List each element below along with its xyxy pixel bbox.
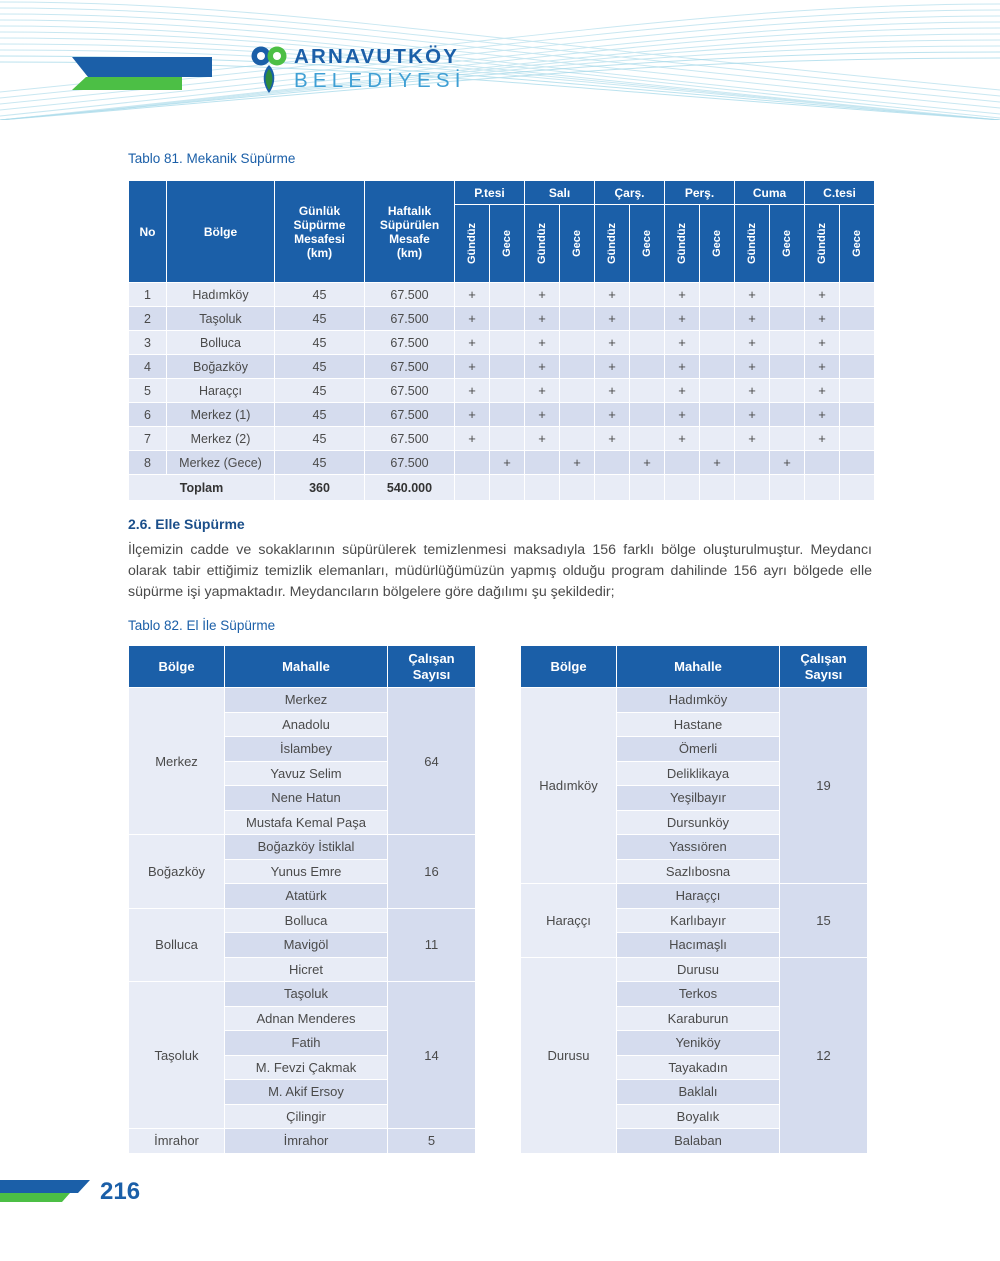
cell-schedule-mark	[770, 307, 805, 331]
cell-bolge: Taşoluk	[167, 307, 275, 331]
cell-schedule-mark	[490, 355, 525, 379]
cell-total-empty	[805, 475, 840, 501]
cell-schedule-mark: +	[595, 427, 630, 451]
cell-schedule-mark: +	[735, 283, 770, 307]
cell-haftalik: 67.500	[365, 355, 455, 379]
cell-mahalle: Yassıören	[617, 835, 780, 860]
cell-schedule-mark: +	[805, 427, 840, 451]
table-el-ile-supurme-left	[128, 645, 476, 1154]
cell-gunluk: 45	[275, 283, 365, 307]
th-mahalle: Mahalle	[617, 646, 780, 688]
table82-row	[129, 835, 476, 860]
cell-schedule-mark: +	[455, 379, 490, 403]
cell-schedule-mark	[525, 451, 560, 475]
cell-schedule-mark	[560, 307, 595, 331]
cell-mahalle: M. Fevzi Çakmak	[225, 1055, 388, 1080]
cell-schedule-mark: +	[805, 355, 840, 379]
cell-total-label: Toplam	[129, 475, 275, 501]
page-header	[0, 0, 1000, 120]
cell-gunluk: 45	[275, 331, 365, 355]
cell-mahalle: Yavuz Selim	[225, 761, 388, 786]
table81-row	[129, 427, 875, 451]
cell-mahalle: İmrahor	[225, 1129, 388, 1154]
cell-calisan-sayisi: 5	[388, 1129, 476, 1154]
cell-schedule-mark: +	[455, 283, 490, 307]
cell-schedule-mark: +	[735, 427, 770, 451]
cell-schedule-mark	[700, 355, 735, 379]
th-cuma-gece: Gece	[770, 205, 805, 283]
cell-schedule-mark	[630, 403, 665, 427]
cell-schedule-mark	[700, 403, 735, 427]
cell-schedule-mark	[700, 283, 735, 307]
cell-haftalik: 67.500	[365, 307, 455, 331]
cell-schedule-mark	[840, 355, 875, 379]
th-cuma-gunduz: Gündüz	[735, 205, 770, 283]
logo	[72, 45, 466, 100]
cell-schedule-mark	[840, 283, 875, 307]
table81-row	[129, 307, 875, 331]
cell-schedule-mark: +	[525, 307, 560, 331]
cell-schedule-mark: +	[595, 379, 630, 403]
th-bolge: Bölge	[167, 181, 275, 283]
cell-gunluk: 45	[275, 307, 365, 331]
cell-schedule-mark	[630, 331, 665, 355]
cell-total-empty	[735, 475, 770, 501]
cell-schedule-mark: +	[525, 427, 560, 451]
cell-mahalle: Durusu	[617, 957, 780, 982]
cell-haftalik: 67.500	[365, 379, 455, 403]
cell-schedule-mark	[735, 451, 770, 475]
table82-left-header-row	[129, 646, 476, 688]
cell-mahalle: Mustafa Kemal Paşa	[225, 810, 388, 835]
table82-row	[129, 982, 476, 1007]
cell-schedule-mark	[700, 307, 735, 331]
cell-no: 7	[129, 427, 167, 451]
cell-schedule-mark	[700, 331, 735, 355]
cell-mahalle: Mavigöl	[225, 933, 388, 958]
cell-schedule-mark	[455, 451, 490, 475]
th-day-pers: Perş.	[665, 181, 735, 205]
cell-mahalle: Boyalık	[617, 1104, 780, 1129]
cell-no: 3	[129, 331, 167, 355]
cell-total-empty	[700, 475, 735, 501]
logo-text-line2: BELEDİYESİ	[294, 69, 466, 92]
cell-mahalle: Merkez	[225, 688, 388, 713]
cell-schedule-mark	[630, 283, 665, 307]
cell-calisan-sayisi: 64	[388, 688, 476, 835]
cell-schedule-mark	[700, 379, 735, 403]
cell-schedule-mark: +	[525, 379, 560, 403]
th-ptesi-gece: Gece	[490, 205, 525, 283]
th-calisan-sayisi: Çalışan Sayısı	[780, 646, 868, 688]
cell-haftalik: 67.500	[365, 427, 455, 451]
cell-total-empty	[525, 475, 560, 501]
cell-no: 1	[129, 283, 167, 307]
cell-bolge: Haraççı	[167, 379, 275, 403]
cell-schedule-mark: +	[490, 451, 525, 475]
cell-schedule-mark: +	[525, 355, 560, 379]
th-calisan-sayisi: Çalışan Sayısı	[388, 646, 476, 688]
cell-schedule-mark	[840, 307, 875, 331]
cell-mahalle: Taşoluk	[225, 982, 388, 1007]
table82-row	[129, 908, 476, 933]
cell-schedule-mark: +	[455, 355, 490, 379]
cell-mahalle: Atatürk	[225, 884, 388, 909]
table81-row	[129, 403, 875, 427]
th-cars-gunduz: Gündüz	[595, 205, 630, 283]
cell-schedule-mark	[490, 283, 525, 307]
cell-mahalle: Balaban	[617, 1129, 780, 1154]
cell-mahalle: Ömerli	[617, 737, 780, 762]
cell-schedule-mark: +	[805, 307, 840, 331]
cell-mahalle: Fatih	[225, 1031, 388, 1056]
cell-schedule-mark	[560, 331, 595, 355]
page-number: 216	[100, 1178, 141, 1205]
cell-schedule-mark: +	[595, 283, 630, 307]
cell-schedule-mark: +	[665, 283, 700, 307]
cell-schedule-mark	[560, 355, 595, 379]
cell-bolge: Merkez (2)	[167, 427, 275, 451]
cell-bolge: İmrahor	[129, 1129, 225, 1154]
cell-schedule-mark	[490, 403, 525, 427]
cell-schedule-mark	[805, 451, 840, 475]
cell-bolge: Merkez	[129, 688, 225, 835]
table82-caption: Tablo 82. El İle Süpürme	[128, 618, 276, 633]
th-mahalle: Mahalle	[225, 646, 388, 688]
cell-mahalle: Hadımköy	[617, 688, 780, 713]
cell-schedule-mark	[490, 427, 525, 451]
table81-caption: Tablo 81. Mekanik Süpürme	[128, 151, 296, 166]
table82-row	[521, 884, 868, 909]
cell-total-empty	[490, 475, 525, 501]
cell-schedule-mark	[560, 283, 595, 307]
th-day-sali: Salı	[525, 181, 595, 205]
th-bolge: Bölge	[129, 646, 225, 688]
cell-schedule-mark	[560, 403, 595, 427]
cell-mahalle: Dursunköy	[617, 810, 780, 835]
cell-mahalle: Hicret	[225, 957, 388, 982]
cell-schedule-mark	[840, 331, 875, 355]
th-bolge: Bölge	[521, 646, 617, 688]
cell-schedule-mark: +	[665, 307, 700, 331]
th-cars-gece: Gece	[630, 205, 665, 283]
cell-schedule-mark: +	[525, 403, 560, 427]
cell-mahalle: Hacımaşlı	[617, 933, 780, 958]
cell-schedule-mark: +	[735, 403, 770, 427]
cell-haftalik: 67.500	[365, 451, 455, 475]
cell-schedule-mark: +	[735, 307, 770, 331]
cell-schedule-mark	[770, 283, 805, 307]
cell-calisan-sayisi: 19	[780, 688, 868, 884]
cell-schedule-mark: +	[735, 355, 770, 379]
cell-schedule-mark: +	[700, 451, 735, 475]
cell-mahalle: Yunus Emre	[225, 859, 388, 884]
cell-schedule-mark	[490, 331, 525, 355]
cell-mahalle: Sazlıbosna	[617, 859, 780, 884]
cell-schedule-mark	[560, 379, 595, 403]
cell-bolge: Bolluca	[167, 331, 275, 355]
cell-mahalle: Karlıbayır	[617, 908, 780, 933]
cell-mahalle: Baklalı	[617, 1080, 780, 1105]
cell-mahalle: Terkos	[617, 982, 780, 1007]
th-day-cuma: Cuma	[735, 181, 805, 205]
th-day-cars: Çarş.	[595, 181, 665, 205]
cell-schedule-mark: +	[665, 355, 700, 379]
cell-schedule-mark	[630, 355, 665, 379]
cell-mahalle: Yeniköy	[617, 1031, 780, 1056]
cell-haftalik: 67.500	[365, 283, 455, 307]
cell-mahalle: M. Akif Ersoy	[225, 1080, 388, 1105]
cell-schedule-mark	[490, 379, 525, 403]
cell-schedule-mark	[630, 307, 665, 331]
th-ctesi-gunduz: Gündüz	[805, 205, 840, 283]
cell-calisan-sayisi: 11	[388, 908, 476, 982]
cell-total-empty	[595, 475, 630, 501]
cell-total-empty	[665, 475, 700, 501]
table82-row	[129, 1129, 476, 1154]
cell-mahalle: Adnan Menderes	[225, 1006, 388, 1031]
cell-mahalle: Bolluca	[225, 908, 388, 933]
cell-bolge: Merkez (1)	[167, 403, 275, 427]
th-day-ctesi: C.tesi	[805, 181, 875, 205]
cell-schedule-mark: +	[560, 451, 595, 475]
cell-gunluk: 45	[275, 427, 365, 451]
cell-gunluk: 45	[275, 403, 365, 427]
cell-schedule-mark	[630, 379, 665, 403]
cell-mahalle: Anadolu	[225, 712, 388, 737]
cell-no: 4	[129, 355, 167, 379]
cell-schedule-mark: +	[595, 403, 630, 427]
cell-mahalle: Karaburun	[617, 1006, 780, 1031]
cell-bolge: Bolluca	[129, 908, 225, 982]
cell-bolge: Haraççı	[521, 884, 617, 958]
cell-schedule-mark: +	[595, 331, 630, 355]
cell-schedule-mark	[700, 427, 735, 451]
th-pers-gunduz: Gündüz	[665, 205, 700, 283]
cell-mahalle: İslambey	[225, 737, 388, 762]
cell-schedule-mark: +	[665, 427, 700, 451]
cell-schedule-mark: +	[455, 427, 490, 451]
th-gunluk-mesafe: Günlük Süpürme Mesafesi (km)	[275, 181, 365, 283]
cell-mahalle: Haraççı	[617, 884, 780, 909]
cell-schedule-mark	[770, 379, 805, 403]
cell-bolge: Hadımköy	[167, 283, 275, 307]
cell-mahalle: Çilingir	[225, 1104, 388, 1129]
cell-schedule-mark	[770, 427, 805, 451]
table82-row	[521, 957, 868, 982]
table81-total-row	[129, 475, 875, 501]
section-paragraph: İlçemizin cadde ve sokaklarının süpürülerek temizlenmesi maksadıyla 156 farklı bölge oluşturulmuştur. Meydancı olarak tabir ettiğimiz temizlik elemanları, müdürlüğümüzün yapmış olduğu program dahilinde 156 ayrı bölgede elle süpürme işi yapmaktadır. Meydancıların bölgelere göre dağılımı şu şekildedir;	[128, 542, 872, 600]
table-mekanik-supurme	[128, 180, 875, 501]
th-no: No	[129, 181, 167, 283]
table81-header-row-1	[129, 181, 875, 205]
cell-schedule-mark: +	[735, 379, 770, 403]
section-title: 2.6. Elle Süpürme	[128, 516, 245, 532]
cell-mahalle: Hastane	[617, 712, 780, 737]
cell-mahalle: Tayakadın	[617, 1055, 780, 1080]
cell-haftalik: 67.500	[365, 331, 455, 355]
cell-schedule-mark	[595, 451, 630, 475]
cell-schedule-mark: +	[665, 403, 700, 427]
th-ctesi-gece: Gece	[840, 205, 875, 283]
cell-schedule-mark: +	[805, 283, 840, 307]
cell-no: 2	[129, 307, 167, 331]
cell-bolge: Merkez (Gece)	[167, 451, 275, 475]
th-pers-gece: Gece	[700, 205, 735, 283]
municipality-emblem-icon	[247, 43, 293, 95]
cell-schedule-mark: +	[665, 331, 700, 355]
cell-mahalle: Nene Hatun	[225, 786, 388, 811]
cell-schedule-mark	[560, 427, 595, 451]
cell-total-empty	[770, 475, 805, 501]
cell-schedule-mark: +	[455, 403, 490, 427]
cell-calisan-sayisi: 14	[388, 982, 476, 1129]
cell-schedule-mark: +	[595, 355, 630, 379]
cell-schedule-mark	[665, 451, 700, 475]
cell-schedule-mark: +	[805, 331, 840, 355]
cell-bolge: Hadımköy	[521, 688, 617, 884]
cell-schedule-mark	[770, 331, 805, 355]
cell-total-gunluk: 360	[275, 475, 365, 501]
cell-schedule-mark: +	[770, 451, 805, 475]
table-el-ile-supurme-right	[520, 645, 868, 1154]
cell-schedule-mark	[840, 379, 875, 403]
cell-schedule-mark: +	[525, 283, 560, 307]
cell-total-haftalik: 540.000	[365, 475, 455, 501]
cell-bolge: Durusu	[521, 957, 617, 1153]
cell-schedule-mark: +	[805, 403, 840, 427]
cell-schedule-mark: +	[630, 451, 665, 475]
table81-row	[129, 355, 875, 379]
cell-calisan-sayisi: 12	[780, 957, 868, 1153]
cell-mahalle: Boğazköy İstiklal	[225, 835, 388, 860]
cell-gunluk: 45	[275, 451, 365, 475]
logo-bars	[72, 57, 212, 87]
cell-gunluk: 45	[275, 379, 365, 403]
cell-no: 5	[129, 379, 167, 403]
table81-row	[129, 451, 875, 475]
cell-schedule-mark	[840, 403, 875, 427]
th-day-ptesi: P.tesi	[455, 181, 525, 205]
cell-schedule-mark	[840, 451, 875, 475]
cell-schedule-mark	[630, 427, 665, 451]
cell-mahalle: Yeşilbayır	[617, 786, 780, 811]
cell-schedule-mark	[490, 307, 525, 331]
cell-schedule-mark: +	[735, 331, 770, 355]
cell-schedule-mark: +	[805, 379, 840, 403]
cell-bolge: Boğazköy	[167, 355, 275, 379]
th-ptesi-gunduz: Gündüz	[455, 205, 490, 283]
cell-gunluk: 45	[275, 355, 365, 379]
cell-schedule-mark	[770, 355, 805, 379]
cell-bolge: Boğazköy	[129, 835, 225, 909]
cell-schedule-mark: +	[455, 331, 490, 355]
cell-total-empty	[840, 475, 875, 501]
cell-calisan-sayisi: 16	[388, 835, 476, 909]
th-sali-gece: Gece	[560, 205, 595, 283]
th-sali-gunduz: Gündüz	[525, 205, 560, 283]
cell-no: 6	[129, 403, 167, 427]
cell-schedule-mark: +	[665, 379, 700, 403]
footer-decorative-bar	[0, 1180, 90, 1202]
cell-total-empty	[560, 475, 595, 501]
th-haftalik-mesafe: Haftalık Süpürülen Mesafe (km)	[365, 181, 455, 283]
table82-right-header-row	[521, 646, 868, 688]
table81-row	[129, 283, 875, 307]
cell-total-empty	[455, 475, 490, 501]
cell-schedule-mark: +	[455, 307, 490, 331]
cell-mahalle: Deliklikaya	[617, 761, 780, 786]
table82-row	[521, 688, 868, 713]
cell-bolge: Taşoluk	[129, 982, 225, 1129]
table81-row	[129, 379, 875, 403]
cell-haftalik: 67.500	[365, 403, 455, 427]
cell-schedule-mark	[840, 427, 875, 451]
cell-total-empty	[630, 475, 665, 501]
cell-no: 8	[129, 451, 167, 475]
table82-row	[129, 688, 476, 713]
table81-row	[129, 331, 875, 355]
cell-schedule-mark	[770, 403, 805, 427]
cell-schedule-mark: +	[525, 331, 560, 355]
logo-text-line1: ARNAVUTKÖY	[294, 45, 460, 68]
cell-schedule-mark: +	[595, 307, 630, 331]
cell-calisan-sayisi: 15	[780, 884, 868, 958]
